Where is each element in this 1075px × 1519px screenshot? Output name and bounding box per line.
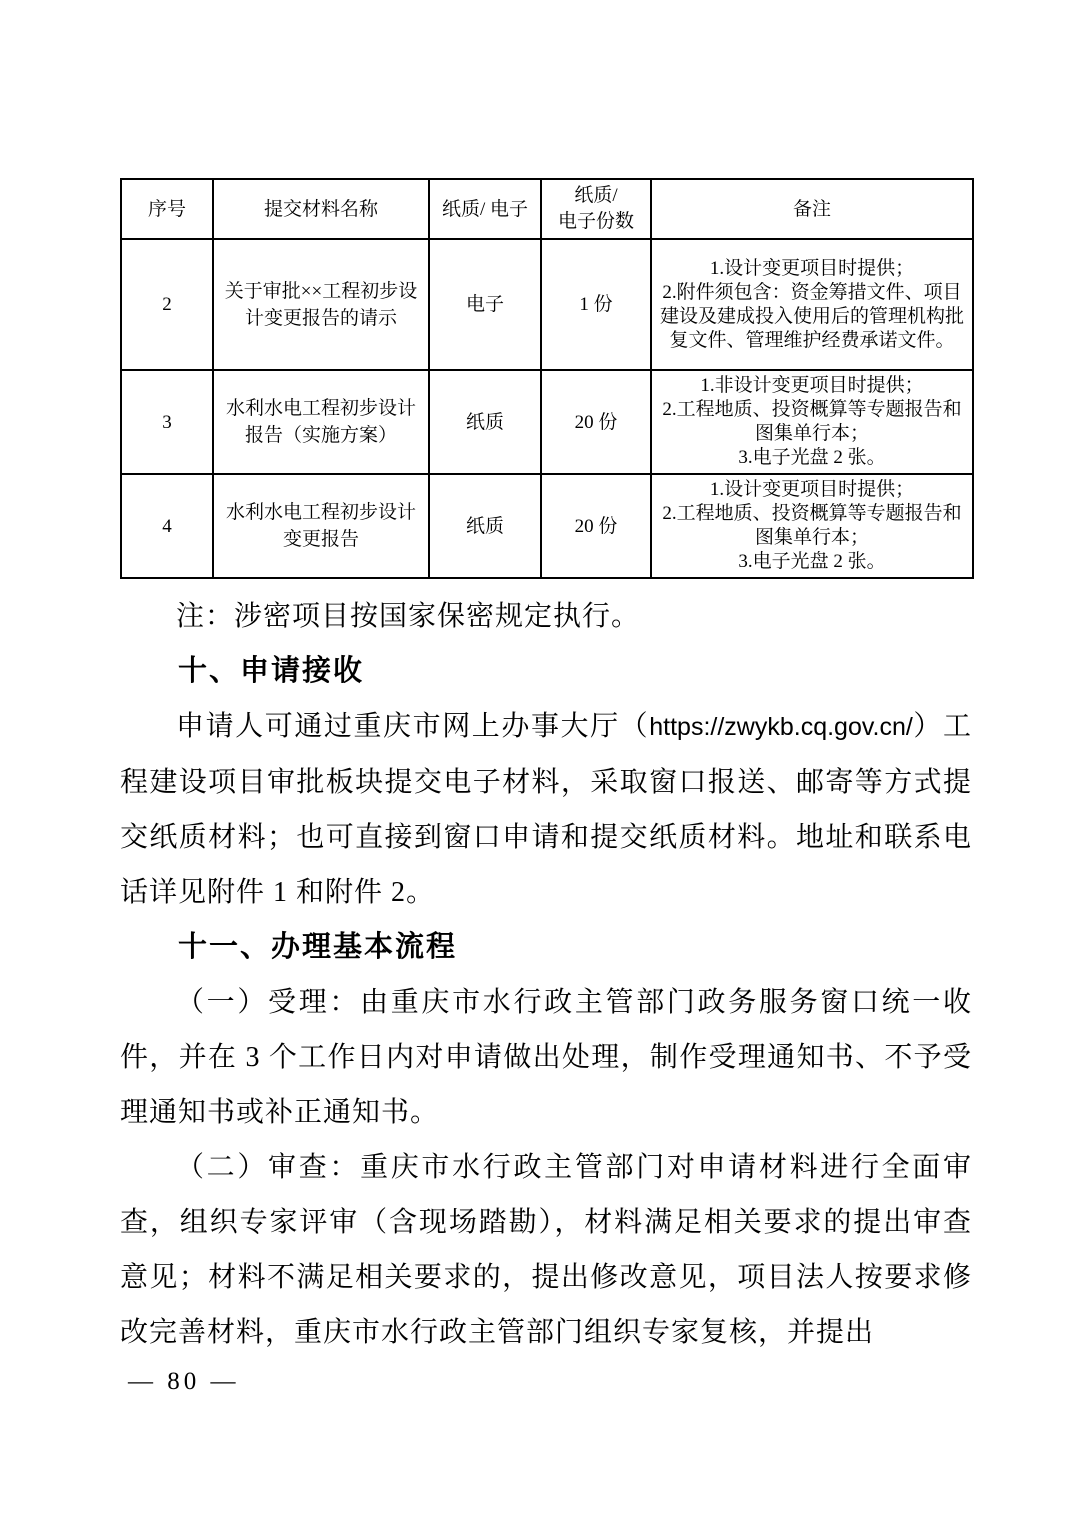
column-header-copies-line2: 电子份数 [557, 211, 634, 232]
column-header-remark: 备注 [651, 179, 973, 239]
cell-remark [651, 239, 973, 370]
remark-item: 2.附件须包含：资金筹措文件、项目建设及建成投入使用后的管理机构批复文件、管理维护经费承诺文件。 [659, 281, 964, 351]
paragraph-acceptance: （一）受理：由重庆市水行政主管部门政务服务窗口统一收件，并在 3 个工作日内对申请做出处理，制作受理通知书、不予受理通知书或补正通知书。 [120, 987, 972, 1128]
paragraph-text: ）工程建设项目审批板块提交电子材料，采取窗口报送、邮寄等方式提交纸质材料；也可直接到窗口申请和提交纸质材料。地址和联系电话详见附件 1 和附件 2。 [120, 711, 972, 908]
cell-remark [651, 474, 973, 578]
cell-seq: 2 [121, 239, 213, 370]
cell-material-name: 水利水电工程初步设计报告（实施方案） [213, 370, 429, 474]
remark-item: 2.工程地质、投资概算等专题报告和图集单行本； [662, 503, 962, 548]
cell-remark [651, 370, 973, 474]
column-header-seq: 序号 [121, 179, 213, 239]
cell-material-name: 关于审批××工程初步设计变更报告的请示 [213, 239, 429, 370]
section-heading-basic-process: 十一、办理基本流程 [178, 931, 458, 963]
table-row [121, 474, 973, 578]
remark-item: 1.设计变更项目时提供； [709, 257, 915, 279]
paragraph-text: 申请人可通过重庆市网上办事大厅（ [176, 711, 650, 742]
cell-seq: 3 [121, 370, 213, 474]
remark-item: 2.工程地质、投资概算等专题报告和图集单行本； [662, 399, 962, 444]
remark-item: 3.电子光盘 2 张。 [738, 551, 886, 572]
paragraph-application-channels [120, 699, 972, 920]
table-header-row [121, 179, 973, 239]
table-row [121, 239, 973, 370]
document-content [120, 178, 972, 1360]
remark-item: 1.非设计变更项目时提供； [700, 375, 924, 396]
cell-copies: 20 份 [541, 370, 651, 474]
cell-medium: 电子 [429, 239, 541, 370]
paragraph-review: （二）审查：重庆市水行政主管部门对申请材料进行全面审查，组织专家评审（含现场踏勘），材料满足相关要求的提出审查意见；材料不满足相关要求的，提出修改意见，项目法人按要求修改完善材料，重庆市水行政主管部门组织专家复核，并提出 [120, 1152, 972, 1348]
table-row [121, 370, 973, 474]
column-header-material-name: 提交材料名称 [213, 179, 429, 239]
remark-item: 3.电子光盘 2 张。 [738, 447, 886, 468]
cell-medium: 纸质 [429, 474, 541, 578]
column-header-copies-line1: 纸质/ [574, 185, 618, 206]
cell-copies: 20 份 [541, 474, 651, 578]
materials-table [120, 178, 974, 579]
cell-seq: 4 [121, 474, 213, 578]
remark-item: 1.设计变更项目时提供； [709, 479, 915, 500]
portal-url: https://zwykb.cq.gov.cn/ [649, 713, 913, 741]
section-heading-application-receipt: 十、申请接收 [178, 655, 365, 687]
cell-material-name: 水利水电工程初步设计变更报告 [213, 474, 429, 578]
body-text [120, 589, 972, 1360]
column-header-medium: 纸质/ 电子 [429, 179, 541, 239]
secrecy-note: 注：涉密项目按国家保密规定执行。 [176, 601, 641, 632]
cell-copies: 1 份 [541, 239, 651, 370]
column-header-copies [541, 179, 651, 239]
cell-medium: 纸质 [429, 370, 541, 474]
page-number: — 80 — [128, 1368, 240, 1395]
